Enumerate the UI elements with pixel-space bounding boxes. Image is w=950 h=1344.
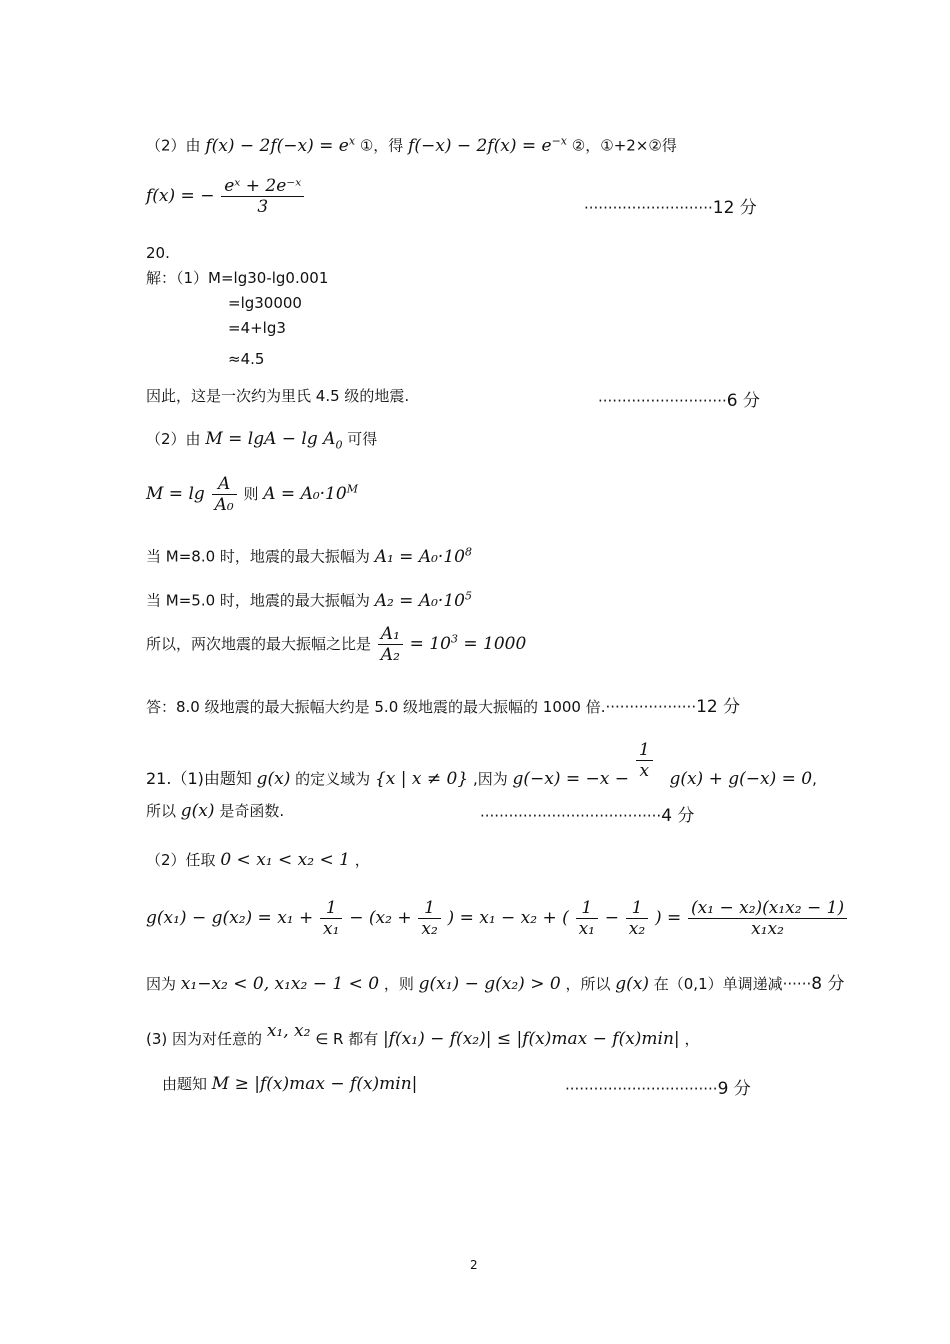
q20-case1: 当 M=8.0 时，地震的最大振幅为 $A_1 = A_0\cdot 10^8$ <box>146 545 472 567</box>
q20-part2: （2）由 $M = \lg A - \lg A_0$ 可得 <box>146 429 378 452</box>
q19-eq2: $f(-x) - 2f(x) = e^{-x}$ <box>408 134 568 156</box>
q21-odd-score: ······································4 分 <box>480 806 695 826</box>
q20-answer: 答：8.0 级地震的最大振幅大约是 5.0 级地震的最大振幅的 1000 倍.···················12 分 <box>146 697 741 717</box>
q20-formula-fraction: $\frac{A}{\text{A₀}}$ <box>212 474 237 515</box>
q21-odd-fraction: $\frac{1}{x}$ <box>636 740 653 781</box>
q19-mark2: ②，①+2×②得 <box>571 136 677 155</box>
q19-label: （2）由 <box>146 136 201 155</box>
q20-line4: ≈4.5 <box>228 350 265 368</box>
q21-difference: g(x₁) − g(x₂) = x₁ + $\frac{1}{\text{x₁}}$ − (x₂ + $\frac{1}{\text{x₂}}$ ) = x₁ − x₂ + ( $\frac{1}{\text{x₁}}$ − $\frac{1}{\text{x₂}}$ ) = $\frac{\text{(x₁ − x₂)(x₁x₂ − 1)}}{\text{x₁x₂}}$ <box>146 898 849 939</box>
q20-conclusion: 因此，这是一次约为里氏 4.5 级的地震. <box>146 387 410 405</box>
q19-mark1: ①，得 <box>359 136 404 155</box>
page-number: 2 <box>470 1258 478 1272</box>
q19-result: f(x) = − $\frac{\text{eˣ + 2e⁻ˣ}}{3}$ <box>146 176 306 217</box>
q21-odd-conclusion: 所以 g(x) 是奇函数. <box>146 801 285 821</box>
q19-result-fraction: $\frac{\text{eˣ + 2e⁻ˣ}}{3}$ <box>221 176 304 217</box>
q20-line1: 解：（1）M=lg30-lg0.001 <box>146 269 329 287</box>
q21-part3-bound: 由题知 M ≥ |f(x)max − f(x)min| <box>162 1074 418 1094</box>
q19-eq1: $f(x) - 2f(-x) = e^x$ <box>205 134 356 156</box>
q20-line2: =lg30000 <box>228 294 302 312</box>
q21-monotonic: 因为 x₁−x₂ < 0, x₁x₂ − 1 < 0 ，则 g(x₁) − g(x₂) > 0 ，所以 g(x) 在（0,1）单调递减······8 分 <box>146 974 845 994</box>
q20-formula: M = lg $\frac{A}{\text{A₀}}$ 则 $A = A_0\cdot 10^M$ <box>146 474 358 515</box>
q19-derivation-line <box>146 131 677 156</box>
q21-part2: （2）任取 0 < x₁ < x₂ < 1 ， <box>146 850 370 870</box>
q21-part3-score: ································9 分 <box>565 1079 751 1099</box>
q20-ratio-fraction: $\frac{\text{A₁}}{\text{A₂}}$ <box>378 624 403 665</box>
q21-part3: (3) 因为对任意的 x₁, x₂ ∈ R 都有 |f(x₁) − f(x₂)| ≤ |f(x)max − f(x)min| ， <box>146 1021 700 1049</box>
q20-line3: =4+lg3 <box>228 319 286 337</box>
q21-part1: 21.（1)由题知 g(x) 的定义域为 {x | x ≠ 0} ,因为 g(−x) = −x − $\frac{1}{x}$ g(x) + g(−x) = 0, <box>146 740 817 789</box>
q19-score-dots: ···························12 分 <box>584 198 757 218</box>
q20-ratio: 所以，两次地震的最大振幅之比是 $\frac{\text{A₁}}{\text{A₂}}$ = $10^3 = 1000$ <box>146 624 527 665</box>
q20-number: 20. <box>146 244 170 262</box>
q20-case2: 当 M=5.0 时，地震的最大振幅为 $A_2 = A_0\cdot 10^5$ <box>146 589 472 611</box>
q20-conclusion-score: ···························6 分 <box>598 391 760 411</box>
